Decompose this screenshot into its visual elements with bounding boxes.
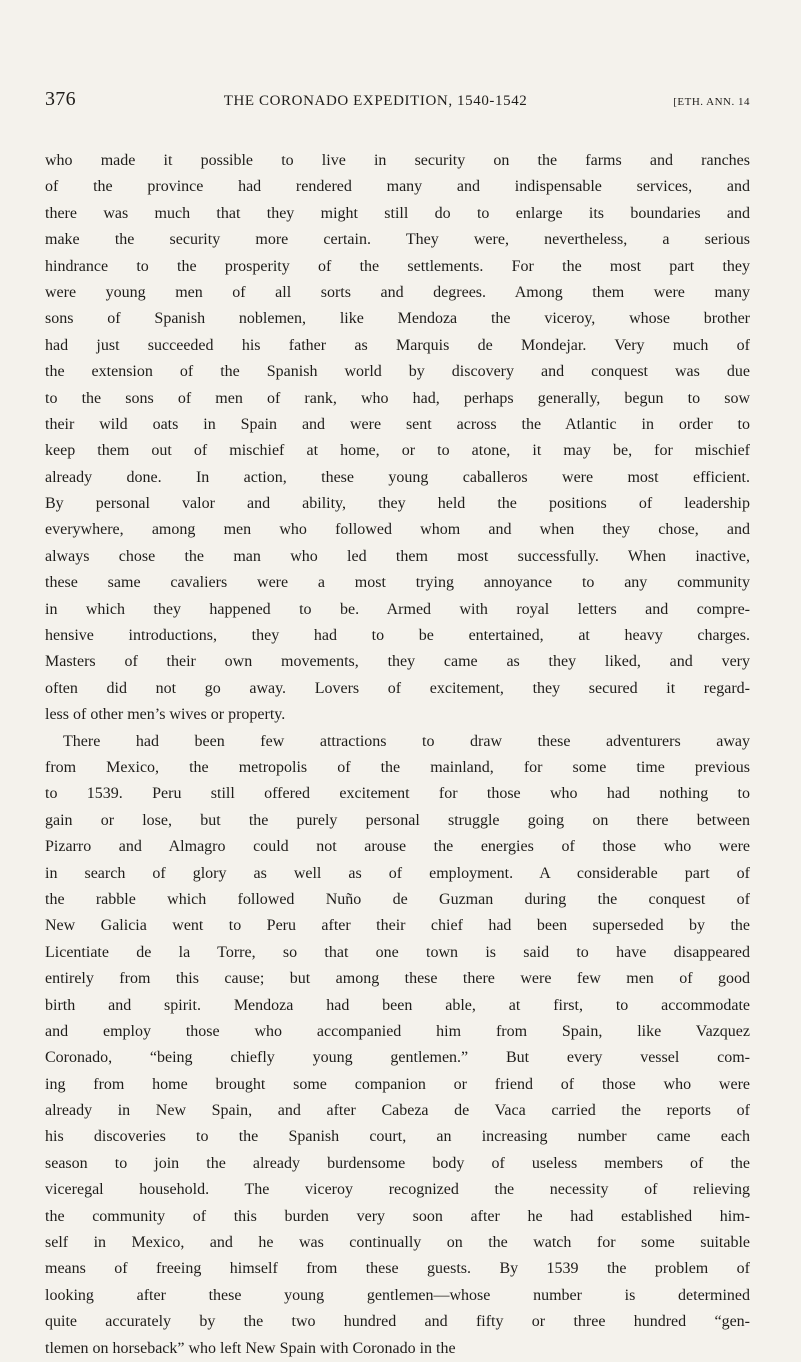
text-line: were young men of all sorts and degrees. Among them were many bbox=[45, 283, 750, 301]
text-line: viceregal household. The viceroy recognized the necessity of relieving bbox=[45, 1181, 750, 1199]
body-text bbox=[45, 148, 750, 1362]
text-line: means of freeing himself from these guests. By 1539 the problem of bbox=[45, 1260, 750, 1278]
text-line: less of other men’s wives or property. bbox=[45, 706, 286, 724]
page-number: 376 bbox=[45, 88, 76, 110]
text-line: had just succeeded his father as Marquis de Mondejar. Very much of bbox=[45, 336, 750, 354]
text-line: quite accurately by the two hundred and fifty or three hundred “gen- bbox=[45, 1313, 750, 1331]
text-line: looking after these young gentlemen—whose number is determined bbox=[45, 1286, 750, 1304]
text-line: Coronado, “being chiefly young gentlemen.” But every vessel com- bbox=[45, 1049, 750, 1067]
text-line: already done. In action, these young caballeros were most efficient. bbox=[45, 468, 750, 486]
text-line: already in New Spain, and after Cabeza de Vaca carried the reports of bbox=[45, 1102, 750, 1120]
text-line: By personal valor and ability, they held the positions of leadership bbox=[45, 495, 750, 513]
text-line: Pizarro and Almagro could not arouse the energies of those who were bbox=[45, 838, 750, 856]
page-header bbox=[45, 88, 750, 112]
text-line: always chose the man who led them most successfully. When inactive, bbox=[45, 547, 750, 565]
text-line: often did not go away. Lovers of excitement, they secured it regard- bbox=[45, 679, 750, 697]
text-line: sons of Spanish noblemen, like Mendoza the viceroy, whose brother bbox=[45, 310, 750, 328]
text-line: Masters of their own movements, they came as they liked, and very bbox=[45, 653, 750, 671]
text-line: his discoveries to the Spanish court, an increasing number came each bbox=[45, 1128, 750, 1146]
text-line: make the security more certain. They were, nevertheless, a serious bbox=[45, 231, 750, 249]
text-line: their wild oats in Spain and were sent across the Atlantic in order to bbox=[45, 415, 750, 433]
running-title: THE CORONADO EXPEDITION, 1540-1542 bbox=[223, 93, 528, 109]
text-line: hindrance to the prosperity of the settlements. For the most part they bbox=[45, 257, 750, 275]
text-line: in which they happened to be. Armed with royal letters and compre- bbox=[45, 600, 750, 618]
text-line: keep them out of mischief at home, or to atone, it may be, for mischief bbox=[45, 442, 750, 460]
text-line: and employ those who accompanied him from Spain, like Vazquez bbox=[45, 1022, 750, 1040]
text-line: birth and spirit. Mendoza had been able, at first, to accommodate bbox=[45, 996, 750, 1014]
text-line: to the sons of men of rank, who had, perhaps generally, begun to sow bbox=[45, 389, 750, 407]
text-line: Licentiate de la Torre, so that one town is said to have disappeared bbox=[45, 943, 750, 961]
text-line: the rabble which followed Nuño de Guzman during the conquest of bbox=[45, 890, 750, 908]
text-line: entirely from this cause; but among these there were few men of good bbox=[45, 970, 750, 988]
text-line: of the province had rendered many and indispensable services, and bbox=[45, 178, 750, 196]
text-line: tlemen on horseback” who left New Spain with Coronado in the bbox=[45, 1339, 456, 1357]
text-line: hensive introductions, they had to be entertained, at heavy charges. bbox=[45, 627, 750, 645]
text-line: the community of this burden very soon after he had established him- bbox=[45, 1207, 750, 1225]
text-line: these same cavaliers were a most trying annoyance to any community bbox=[45, 574, 750, 592]
text-line: from Mexico, the metropolis of the mainland, for some time previous bbox=[45, 758, 750, 776]
text-line: who made it possible to live in security on the farms and ranches bbox=[45, 152, 750, 169]
text-line: everywhere, among men who followed whom and when they chose, and bbox=[45, 521, 750, 539]
text-line: There had been few attractions to draw these adventurers away bbox=[63, 732, 750, 750]
text-line: in search of glory as well as of employment. A considerable part of bbox=[45, 864, 750, 882]
text-line: the extension of the Spanish world by discovery and conquest was due bbox=[45, 363, 750, 381]
text-line: self in Mexico, and he was continually on the watch for some suitable bbox=[45, 1234, 750, 1252]
text-line: gain or lose, but the purely personal struggle going on there between bbox=[45, 811, 750, 829]
text-line: New Galicia went to Peru after their chief had been superseded by the bbox=[45, 917, 750, 935]
report-reference: [ETH. ANN. 14 bbox=[673, 96, 750, 108]
text-line: season to join the already burdensome body of useless members of the bbox=[45, 1154, 750, 1172]
text-line: to 1539. Peru still offered excitement for those who had nothing to bbox=[45, 785, 750, 803]
text-line: there was much that they might still do to enlarge its boundaries and bbox=[45, 204, 750, 222]
text-line: ing from home brought some companion or friend of those who were bbox=[45, 1075, 750, 1093]
